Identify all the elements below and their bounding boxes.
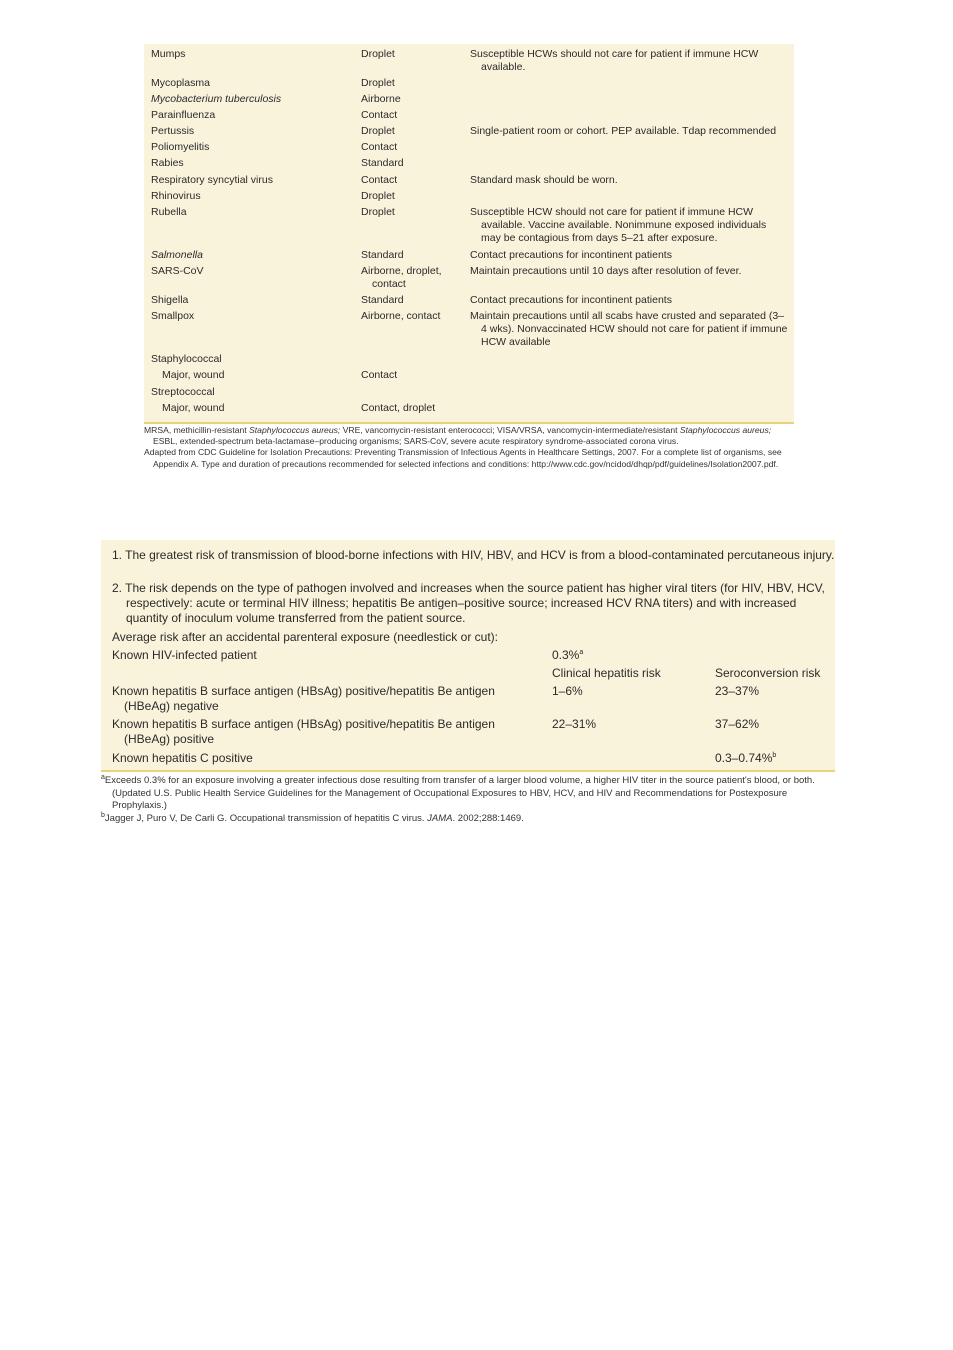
- precaution-cell: Contact: [361, 141, 398, 153]
- comments-cell: Contact precautions for incontinent patients: [470, 249, 672, 261]
- comments-cell: Maintain precautions until 10 days after resolution of fever.: [470, 265, 742, 277]
- precaution-cell: Contact: [361, 369, 398, 381]
- comments-cell: Susceptible HCWs should not care for patient if immune HCW available.: [470, 48, 759, 73]
- footnote-a: $^a$Exceeds 0.3% for an exposure involving a greater infectious dose resulting from transfer of a larger blood volume, a higher HIV titer in the source patient's blood, or both. (Updated U.S. Public Health Service Guidelines for the Management of Occupational Exposures to HBV, HCV, and HIV and Recommendations for Postexposure Prophylaxis.): [101, 773, 815, 811]
- infection-cell: Mumps: [151, 48, 186, 60]
- hiv-value: 0.3%$^a$: [552, 648, 584, 662]
- seroconversion-header: Seroconversion risk: [715, 666, 821, 680]
- abbreviations-note: MRSA, methicillin-resistant Staphylococcus aureus; VRE, vancomycin-resistant enterococci; VISA/VRSA, vancomycin-intermediate/resistant Staphylococcus aureus; ESBL, extended-spectrum beta-lactamase–producing organisms; SARS-CoV, severe acute respiratory syndrome-associated corona virus.: [144, 425, 772, 447]
- hcv-sero: 0.3–0.74%$^b$: [715, 751, 777, 765]
- bloodborne-risk-table: [101, 540, 835, 772]
- infection-cell: Rubella: [151, 206, 187, 218]
- precaution-cell: Airborne: [361, 93, 401, 105]
- infection-cell: Staphylococcal: [151, 353, 222, 365]
- precaution-cell: Contact: [361, 174, 398, 186]
- infection-cell: Mycoplasma: [151, 77, 210, 89]
- infection-cell: SARS-CoV: [151, 265, 204, 277]
- precaution-cell: Droplet: [361, 77, 395, 89]
- infection-cell: Respiratory syncytial virus: [151, 174, 273, 186]
- average-risk-label: Average risk after an accidental parenteral exposure (needlestick or cut):: [112, 630, 498, 644]
- comments-cell: Contact precautions for incontinent patients: [470, 294, 672, 306]
- precaution-cell: Droplet: [361, 125, 395, 137]
- hiv-label: Known HIV-infected patient: [112, 648, 257, 662]
- precaution-cell: Standard: [361, 157, 404, 169]
- precaution-cell: Airborne, contact: [361, 310, 441, 322]
- precaution-cell: Standard: [361, 294, 404, 306]
- footnote-b: $^b$Jagger J, Puro V, De Carli G. Occupational transmission of hepatitis C virus. JAMA. 2002;288:1469.: [101, 811, 524, 824]
- infection-cell: Rabies: [151, 157, 184, 169]
- infection-cell: Streptococcal: [151, 386, 215, 398]
- comments-cell: Susceptible HCW should not care for patient if immune HCW available. Vaccine available. Nonimmune exposed individuals may be contagious from days 5–21 after exposure.: [470, 206, 767, 244]
- table1-notes: [144, 425, 794, 470]
- infection-cell: Major, wound: [162, 402, 225, 414]
- precaution-cell: Contact: [361, 109, 398, 121]
- precaution-cell: Droplet: [361, 48, 395, 60]
- hbeag-negative-label: Known hepatitis B surface antigen (HBsAg) positive/hepatitis Be antigen (HBeAg) negative: [112, 684, 495, 713]
- table2-footnotes: [101, 775, 835, 825]
- infection-cell: Smallpox: [151, 310, 195, 322]
- precaution-cell: Standard: [361, 249, 404, 261]
- comments-cell: Maintain precautions until all scabs have crusted and separated (3–4 wks). Nonvaccinated HCW should not care for patient if immune HCW available: [470, 310, 788, 348]
- hbeag-negative-clinical: 1–6%: [552, 684, 583, 698]
- infection-cell: Salmonella: [151, 249, 203, 261]
- precaution-cell: Droplet: [361, 190, 395, 202]
- precaution-cell: Contact, droplet: [361, 402, 436, 414]
- comments-cell: Single-patient room or cohort. PEP available. Tdap recommended: [470, 125, 777, 137]
- infection-cell: Poliomyelitis: [151, 141, 210, 153]
- infection-cell: Parainfluenza: [151, 109, 216, 121]
- infection-cell: Major, wound: [162, 369, 225, 381]
- hbeag-positive-label: Known hepatitis B surface antigen (HBsAg) positive/hepatitis Be antigen (HBeAg) positive: [112, 717, 495, 746]
- precaution-cell: Droplet: [361, 206, 395, 218]
- infection-cell: Mycobacterium tuberculosis: [151, 93, 282, 105]
- hbeag-positive-sero: 37–62%: [715, 717, 760, 731]
- infection-cell: Pertussis: [151, 125, 195, 137]
- hbeag-positive-clinical: 22–31%: [552, 717, 597, 731]
- infection-cell: Rhinovirus: [151, 190, 201, 202]
- clinical-hepatitis-header: Clinical hepatitis risk: [552, 666, 661, 680]
- precaution-cell: Airborne, droplet, contact: [361, 265, 442, 290]
- comments-cell: Standard mask should be worn.: [470, 174, 618, 186]
- risk-point-2: 2. The risk depends on the type of pathogen involved and increases when the source patient has higher viral titers (for HIV, HBV, HCV, respectively: acute or terminal HIV illness; hepatitis Be antigen–positive source; increased HCV RNA titers) and with increased quantity of inoculum volume transferred from the patient source.: [112, 581, 825, 625]
- hbeag-negative-sero: 23–37%: [715, 684, 760, 698]
- source-note: Adapted from CDC Guideline for Isolation Precautions: Preventing Transmission of Infectious Agents in Healthcare Settings, 2007. For a complete list of organisms, see Appendix A. Type and duration of precautions recommended for selected infections and conditions: http://www.cdc.gov/ncidod/dhqp/pdf/guidelines/Isolation2007.pdf.: [144, 447, 782, 469]
- risk-point-1: 1. The greatest risk of transmission of blood-borne infections with HIV, HBV, and HCV is from a blood-contaminated percutaneous injury.: [112, 548, 835, 562]
- hcv-label: Known hepatitis C positive: [112, 751, 253, 765]
- isolation-precautions-table: [144, 44, 794, 424]
- infection-cell: Shigella: [151, 294, 189, 306]
